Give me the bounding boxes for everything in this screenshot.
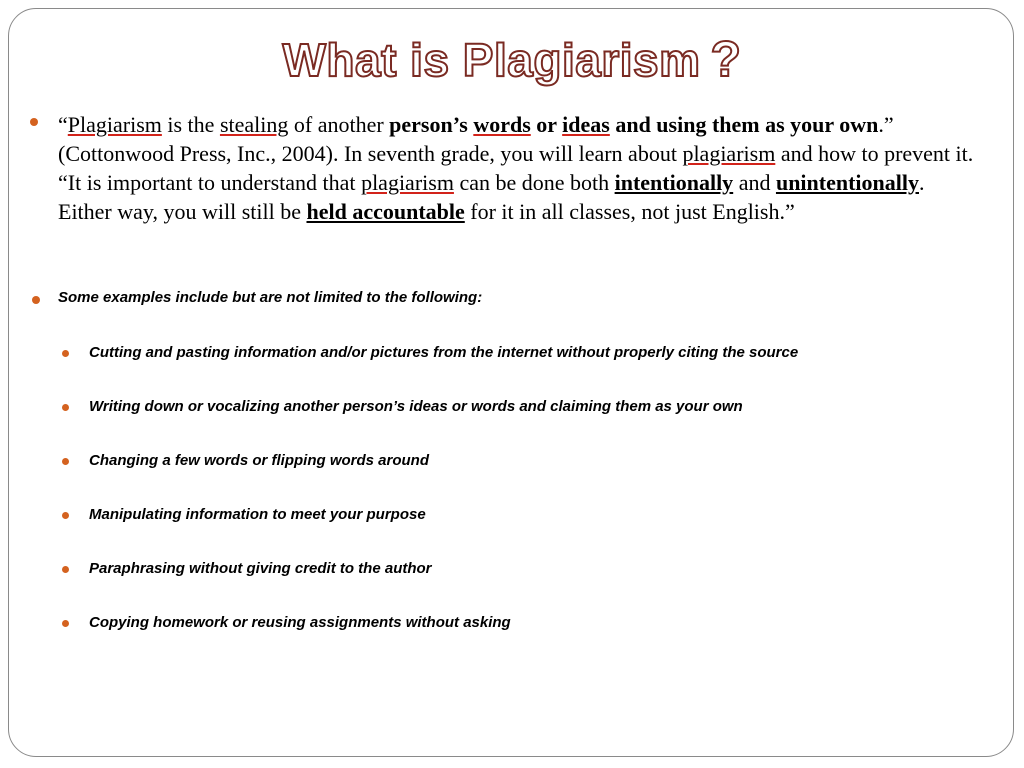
bullet-dot: [62, 512, 69, 519]
text-run: of another: [288, 112, 390, 137]
bold-text: person’s: [389, 112, 474, 137]
underlined-word: plagiarism: [361, 170, 454, 195]
underlined-word: Plagiarism: [67, 112, 162, 137]
example-item: Changing a few words or flipping words around: [89, 452, 429, 469]
text-run: and: [733, 170, 776, 195]
text-run: and how to prevent it. “It is important to understand that: [58, 141, 974, 195]
definition-paragraph: [58, 110, 978, 226]
example-item: Paraphrasing without giving credit to the author: [89, 560, 432, 577]
bullet-dot: [62, 620, 69, 627]
bullet-dot: [30, 118, 38, 126]
bullet-dot: [62, 404, 69, 411]
text-run: . Either way, you will still be: [58, 170, 925, 224]
title-text: What is Plagiarism: [282, 34, 701, 86]
text-run: .” (Cottonwood Press, Inc., 2004). In seventh grade, you will learn about: [58, 112, 894, 166]
text-run: “: [58, 112, 68, 137]
text-run: is the: [161, 112, 220, 137]
bold-underlined-word: held accountable: [306, 199, 465, 224]
slide-title: [0, 30, 1024, 88]
underlined-word: words: [473, 112, 531, 137]
text-run: for it in all classes, not just English.”: [464, 199, 795, 224]
examples-intro: Some examples include but are not limited to the following:: [58, 289, 483, 306]
example-item: Writing down or vocalizing another person’s ideas or words and claiming them as your own: [89, 398, 743, 415]
example-item: Manipulating information to meet your purpose: [89, 506, 426, 523]
bullet-dot: [62, 566, 69, 573]
example-item: Copying homework or reusing assignments without asking: [89, 614, 511, 631]
title-question-mark: ?: [710, 31, 742, 87]
bullet-dot: [62, 350, 69, 357]
underlined-word: ideas: [562, 112, 610, 137]
underlined-word: stealing: [219, 112, 289, 137]
bullet-dot: [32, 296, 40, 304]
bullet-dot: [62, 458, 69, 465]
text-run: can be done both: [453, 170, 615, 195]
example-item: Cutting and pasting information and/or pictures from the internet without properly citing the source: [89, 344, 799, 361]
bold-underlined-word: unintentionally: [775, 170, 919, 195]
bold-underlined-word: intentionally: [614, 170, 734, 195]
bold-text: or: [530, 112, 563, 137]
bold-text: and using them as your own: [609, 112, 879, 137]
underlined-word: plagiarism: [682, 141, 776, 166]
